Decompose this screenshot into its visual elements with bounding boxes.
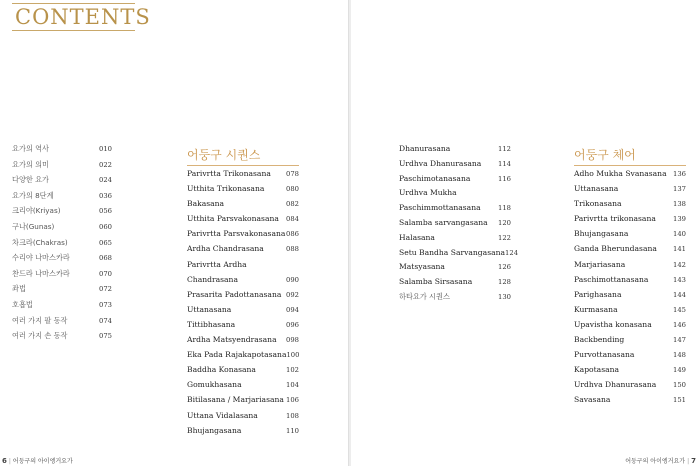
toc-entry-title: 차크라(Chakras) xyxy=(12,237,68,247)
toc-entry-title: 여러 가지 손 동작 xyxy=(12,331,68,341)
toc-entry[interactable] xyxy=(399,174,511,189)
toc-entry-page: 143 xyxy=(673,275,686,284)
toc-entry-page: 148 xyxy=(673,351,686,360)
toc-entry-page: 096 xyxy=(286,320,299,329)
toc-entry-page: 124 xyxy=(505,248,519,257)
toc-entry-title: Paschimotanasana xyxy=(399,173,471,183)
footer-right-title: 어둥구의 아이엥거요가 xyxy=(625,458,686,465)
toc-entry[interactable] xyxy=(574,199,686,214)
toc-entry-page: 024 xyxy=(99,176,112,185)
page-title: CONTENTS xyxy=(15,5,151,29)
toc-entry[interactable] xyxy=(187,365,299,380)
toc-entry[interactable] xyxy=(399,188,511,203)
toc-entry[interactable] xyxy=(187,199,299,214)
toc-entry-title: Kurmasana xyxy=(574,304,618,314)
toc-entry-page: 147 xyxy=(673,336,686,345)
toc-entry[interactable] xyxy=(187,305,299,320)
toc-entry-title: 크리야(Kriyas) xyxy=(12,206,61,216)
toc-entry-title: Parighasana xyxy=(574,289,622,299)
toc-entry-page: 104 xyxy=(286,381,299,390)
toc-entry-page: 065 xyxy=(99,238,112,247)
toc-entry-page: 141 xyxy=(673,245,686,254)
toc-entry-page: 140 xyxy=(673,230,686,239)
toc-entry[interactable] xyxy=(574,320,686,335)
toc-entry-title: Gomukhasana xyxy=(187,380,242,390)
toc-entry-page: 075 xyxy=(99,332,112,341)
toc-entry-page: 112 xyxy=(498,145,511,153)
toc-entry-title: 하타요가 시퀀스 xyxy=(399,291,450,301)
footer-left-title: 어둥구의 아이엥거요가 xyxy=(12,458,73,465)
section-heading-chair: 어둥구 체어 xyxy=(574,146,686,166)
toc-entry-page: 022 xyxy=(99,160,112,169)
toc-entry-title: Ardha Matsyendrasana xyxy=(187,335,277,345)
toc-entry-page: 138 xyxy=(673,200,686,209)
toc-entry[interactable] xyxy=(187,214,299,229)
toc-entry[interactable] xyxy=(187,290,299,305)
toc-entry-page: 145 xyxy=(673,305,686,314)
toc-entry-page: 110 xyxy=(286,426,299,435)
toc-entry-title: Bhujangasana xyxy=(574,229,629,239)
toc-entry-page: 139 xyxy=(673,215,686,224)
toc-entry-page: 142 xyxy=(673,260,686,269)
toc-entry-title: 찬드라 나마스카라 xyxy=(12,268,70,278)
toc-entry[interactable] xyxy=(574,229,686,244)
toc-entry-title: Backbending xyxy=(574,335,625,345)
title-frame xyxy=(12,3,151,31)
toc-entry-title: 다양한 요가 xyxy=(12,175,50,185)
toc-entry-page: 070 xyxy=(99,269,112,278)
toc-entry-title: Parivrtta trikonasana xyxy=(574,214,656,224)
toc-entry[interactable] xyxy=(12,191,112,207)
toc-entry-title: 좌법 xyxy=(12,284,26,294)
toc-entry[interactable] xyxy=(399,233,511,248)
toc-entry[interactable] xyxy=(399,247,519,263)
toc-entry-title: Tittibhasana xyxy=(187,319,236,329)
toc-entry-title: Urdhva Mukha xyxy=(399,188,457,198)
toc-column-intro xyxy=(12,144,112,347)
toc-entry[interactable] xyxy=(187,244,299,259)
toc-entry[interactable] xyxy=(187,426,299,441)
toc-entry-page: 137 xyxy=(673,185,686,194)
toc-entry-title: Utthita Parsvakonasana xyxy=(187,214,279,224)
toc-entry-page: 073 xyxy=(99,300,112,309)
toc-entry[interactable] xyxy=(12,253,112,269)
toc-entry-title: Urdhva Dhanurasana xyxy=(574,380,657,390)
toc-entry[interactable] xyxy=(12,222,112,238)
toc-entry[interactable] xyxy=(574,169,686,184)
toc-entry-page: 074 xyxy=(99,316,112,325)
toc-entry-title: 요가의 8단계 xyxy=(12,190,54,200)
toc-entry-title: Uttanasana xyxy=(574,184,619,194)
toc-entry-title: Ardha Chandrasana xyxy=(187,244,264,254)
toc-entry[interactable] xyxy=(187,169,299,184)
toc-entry-page: 060 xyxy=(99,222,112,231)
toc-entry[interactable] xyxy=(12,331,112,347)
toc-entry[interactable] xyxy=(12,175,112,191)
toc-entry-title: Chandrasana xyxy=(187,274,238,284)
toc-entry-title: Setu Bandha Sarvangasana xyxy=(399,247,506,257)
toc-entry-page: 128 xyxy=(498,278,511,287)
toc-entry-title: Halasana xyxy=(399,232,435,242)
toc-entry[interactable] xyxy=(187,335,299,350)
toc-entry[interactable] xyxy=(187,260,299,275)
toc-entry[interactable] xyxy=(187,275,299,290)
toc-entry-page: 100 xyxy=(286,351,300,360)
toc-column-sequence xyxy=(187,146,299,441)
toc-entry-title: Salamba Sirsasana xyxy=(399,277,473,287)
toc-entry-title: 여러 가지 팔 동작 xyxy=(12,315,68,325)
left-page xyxy=(0,0,349,466)
toc-entry-page: 092 xyxy=(286,290,299,299)
toc-entry[interactable] xyxy=(12,300,112,316)
toc-entry-title: Dhanurasana xyxy=(399,144,451,153)
toc-entry[interactable] xyxy=(187,411,299,426)
page-number-right: 7 xyxy=(691,457,696,465)
toc-entry-title: 호흡법 xyxy=(12,299,33,309)
toc-entry-title: Prasarita Padottanasana xyxy=(187,289,282,299)
toc-entry[interactable] xyxy=(574,260,686,275)
toc-entry[interactable] xyxy=(574,275,686,290)
toc-entry-page: 068 xyxy=(99,254,112,263)
toc-entry-page: 114 xyxy=(498,159,511,168)
toc-entry[interactable] xyxy=(574,395,686,410)
toc-entry[interactable] xyxy=(399,218,511,233)
toc-entry-page: 072 xyxy=(99,285,112,294)
toc-entry-page: 102 xyxy=(286,366,299,375)
toc-entry-page: 084 xyxy=(286,215,299,224)
toc-entry[interactable] xyxy=(574,244,686,259)
toc-entry[interactable] xyxy=(399,292,511,307)
toc-entry-title: Bakasana xyxy=(187,199,225,209)
toc-entry[interactable] xyxy=(399,159,511,174)
toc-entry[interactable] xyxy=(399,144,511,159)
toc-entry-page: 144 xyxy=(673,290,686,299)
toc-entry[interactable] xyxy=(187,320,299,335)
toc-entry[interactable] xyxy=(574,214,686,229)
toc-entry[interactable] xyxy=(574,350,686,365)
toc-entry-page: 151 xyxy=(673,396,686,405)
toc-entry-page: 106 xyxy=(286,396,299,405)
toc-entry-title: Bitilasana / Marjariasana xyxy=(187,395,284,405)
toc-entry-title: Upavistha konasana xyxy=(574,319,652,329)
toc-entry-title: Kapotasana xyxy=(574,365,620,375)
section-heading-sequence: 어둥구 시퀀스 xyxy=(187,146,299,166)
toc-entry-title: Parivrtta Trikonasana xyxy=(187,169,271,178)
toc-entry-page: 094 xyxy=(286,305,299,314)
toc-entry-title: Eka Pada Rajakapotasana xyxy=(187,350,287,360)
toc-column-sequence-continued xyxy=(399,144,519,307)
toc-entry-page: 080 xyxy=(286,185,299,194)
toc-entry-title: Uttana Vidalasana xyxy=(187,410,258,420)
toc-entry-page: 010 xyxy=(99,145,112,153)
toc-entry-title: Trikonasana xyxy=(574,199,622,209)
toc-entry[interactable] xyxy=(12,238,112,254)
toc-entry-title: Parivrtta Ardha xyxy=(187,259,247,269)
toc-entry-title: Urdhva Dhanurasana xyxy=(399,158,482,168)
toc-entry-page: 126 xyxy=(498,263,511,272)
toc-entry-title: 요가의 역사 xyxy=(12,144,50,153)
toc-entry-page: 098 xyxy=(286,336,299,345)
toc-entry[interactable] xyxy=(187,229,299,244)
toc-entry[interactable] xyxy=(12,206,112,222)
toc-entry-page: 122 xyxy=(498,233,511,242)
toc-entry-title: Bhujangasana xyxy=(187,425,242,435)
toc-entry[interactable] xyxy=(399,277,511,292)
toc-entry-title: Baddha Konasana xyxy=(187,365,256,375)
toc-entry-page: 149 xyxy=(673,366,686,375)
toc-entry[interactable] xyxy=(12,144,112,160)
toc-entry-page: 150 xyxy=(673,381,686,390)
toc-entry-title: Ganda Bherundasana xyxy=(574,244,657,254)
toc-entry[interactable] xyxy=(574,365,686,380)
toc-entry[interactable] xyxy=(12,269,112,285)
toc-entry[interactable] xyxy=(187,395,299,410)
toc-entry[interactable] xyxy=(574,305,686,320)
toc-entry-title: Savasana xyxy=(574,395,611,405)
toc-entry[interactable] xyxy=(574,335,686,350)
toc-entry[interactable] xyxy=(12,160,112,176)
toc-entry-title: Salamba sarvangasana xyxy=(399,217,488,227)
page-number-left: 6 xyxy=(2,457,7,465)
toc-entry-page: 116 xyxy=(498,174,511,183)
toc-entry-title: Adho Mukha Svanasana xyxy=(574,169,667,178)
toc-entry-page: 036 xyxy=(99,191,112,200)
toc-entry-page: 088 xyxy=(286,245,299,254)
footer-right: 어둥구의 아이엥거요가 | 7 xyxy=(625,457,696,465)
toc-entry-page: 090 xyxy=(286,275,299,284)
toc-entry[interactable] xyxy=(12,316,112,332)
toc-entry-page: 120 xyxy=(498,218,511,227)
toc-entry-title: 구나(Gunas) xyxy=(12,221,55,231)
toc-entry[interactable] xyxy=(399,262,511,277)
toc-entry-title: Matsyasana xyxy=(399,262,445,272)
toc-entry-title: 수리야 나마스카라 xyxy=(12,253,70,263)
toc-entry-title: Utthita Trikonasana xyxy=(187,184,265,194)
toc-entry[interactable] xyxy=(574,380,686,395)
toc-entry-title: Purvottanasana xyxy=(574,350,635,360)
toc-entry-title: 요가의 의미 xyxy=(12,159,50,169)
toc-entry-page: 118 xyxy=(498,204,511,213)
toc-entry[interactable] xyxy=(574,184,686,199)
toc-entry[interactable] xyxy=(399,203,511,218)
toc-entry-page: 078 xyxy=(286,170,299,178)
toc-entry-page: 108 xyxy=(286,411,299,420)
toc-entry-title: Paschimmottanasana xyxy=(399,203,481,213)
toc-entry-page: 146 xyxy=(673,320,686,329)
toc-entry-page: 130 xyxy=(498,292,511,301)
footer-left: 6 | 어둥구의 아이엥거요가 xyxy=(2,457,73,465)
toc-column-chair xyxy=(574,146,686,411)
toc-entry-page: 136 xyxy=(673,170,686,178)
toc-entry-title: Parivrtta Parsvakonasana xyxy=(187,229,286,239)
toc-entry[interactable] xyxy=(12,284,112,300)
toc-entry-title: Paschimottanasana xyxy=(574,274,649,284)
toc-entry-title: Uttanasana xyxy=(187,304,232,314)
toc-entry[interactable] xyxy=(574,290,686,305)
toc-entry[interactable] xyxy=(187,350,299,365)
toc-entry[interactable] xyxy=(187,184,299,199)
toc-entry-page: 056 xyxy=(99,207,112,216)
toc-entry-title: Marjariasana xyxy=(574,259,626,269)
toc-entry-page: 086 xyxy=(286,230,299,239)
toc-entry-page: 082 xyxy=(286,200,299,209)
toc-entry[interactable] xyxy=(187,380,299,395)
